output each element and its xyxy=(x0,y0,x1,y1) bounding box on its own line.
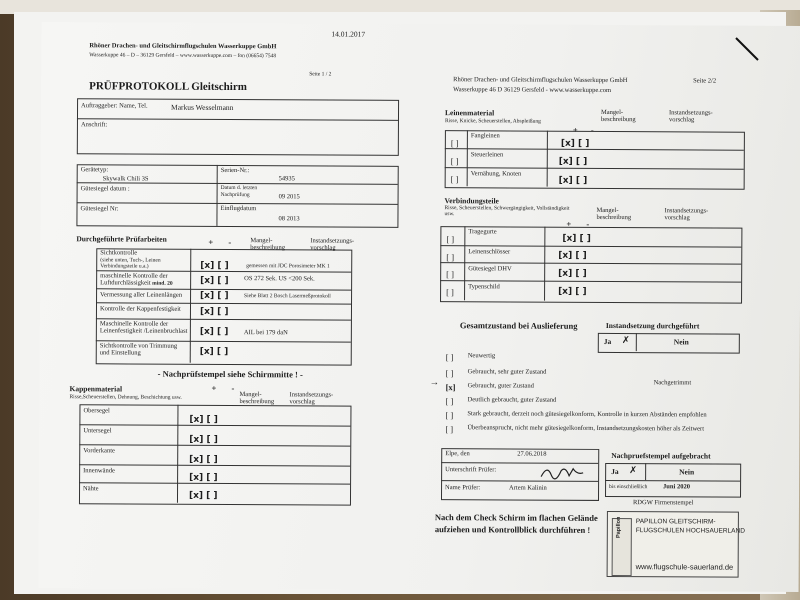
overall-box: [ ] xyxy=(445,368,454,379)
work-item-checkmarks: [x] [ ] xyxy=(200,275,229,286)
valid-until-label: bis einschließlich xyxy=(609,483,648,491)
line-material-title: Leinenmaterial xyxy=(444,108,495,118)
flight-school-stamp xyxy=(607,511,745,578)
client-value: Markus Wesselmann xyxy=(171,102,234,113)
connection-item-checkmarks: [x] [ ] xyxy=(558,250,587,261)
connection-parts-title: Verbindungsteile xyxy=(444,196,499,206)
repair-mark: ✗ xyxy=(621,336,630,347)
logo-url: www.flugschule-sauerland.de xyxy=(635,562,734,572)
stamp-notice: - Nachprüfstempel siehe Schirmmitte ! - xyxy=(157,368,303,380)
overall-option: Neuwertig xyxy=(467,352,496,360)
cap-item-label: Nähte xyxy=(83,485,99,493)
connection-item-label: Leinenschlösser xyxy=(468,248,511,256)
cap-item-label: Untersegel xyxy=(83,427,112,435)
cap-item-checkmarks: [x] [ ] xyxy=(189,434,218,445)
plus-header: + xyxy=(208,236,214,247)
document-date: 14.01.2017 xyxy=(331,29,366,39)
address-label: Anschrift: xyxy=(80,121,108,129)
minus-header: - xyxy=(586,218,590,229)
overall-box: [ ] xyxy=(445,410,454,421)
minus-header: - xyxy=(231,383,235,394)
overall-box: [ ] xyxy=(445,424,454,435)
repair-column-header: Instandsetzungs-vorschlag xyxy=(668,109,713,124)
work-item-checkmarks: [x] [ ] xyxy=(200,260,229,271)
defect-column-header: Mangel-beschreibung xyxy=(600,108,636,124)
cap-material-sub: Risse,Scheuerstellen, Dehnung, Beschichtung usw. xyxy=(69,394,182,401)
fly-date-value: 08 2013 xyxy=(278,215,300,223)
school-address-right: Wasserkuppe 46 D 36129 Gersfeld - www.wasserkuppe.com xyxy=(453,86,612,94)
pen-mark xyxy=(732,34,762,64)
type-value: Skywalk Chili 3S xyxy=(102,175,149,183)
work-item-checkmarks: [x] [ ] xyxy=(199,346,229,357)
work-item-checkmarks: [x] [ ] xyxy=(200,290,229,301)
cap-item-checkmarks: [x] [ ] xyxy=(188,490,218,501)
row-box: [ ] xyxy=(446,287,454,298)
page-number-right: Seite 2/2 xyxy=(693,77,717,85)
inspector-label: Name Prüfer: xyxy=(445,484,481,492)
connection-item-label: Typenschild xyxy=(468,283,500,291)
type-label: Gerätetyp: xyxy=(80,166,109,174)
serial-value: 54935 xyxy=(278,175,295,183)
connection-item-label: Gütesiegel DHV xyxy=(468,265,512,273)
seal-date-label: Gütesiegel datum : xyxy=(80,185,130,193)
plus-header: + xyxy=(566,218,572,229)
overall-box-checked: [x] xyxy=(445,382,456,393)
work-item-label: Maschinelle Kontrolle der Leinenfestigkeit /Leinenbruchlast xyxy=(99,320,188,335)
work-item-checkmarks: [x] [ ] xyxy=(199,306,229,317)
seal-number-label: Gütesiegel Nr: xyxy=(80,205,119,213)
connection-item-label: Tragegurte xyxy=(468,228,497,236)
work-item-label: Vermessung aller Leinenlängen xyxy=(100,291,183,299)
cap-item-checkmarks: [x] [ ] xyxy=(189,414,218,425)
logo-line-1: PAPILLON GLEITSCHIRM- xyxy=(635,518,716,526)
line-material-sub: Risse, Knicke, Scheuerstellen, Abspleißung xyxy=(444,118,541,125)
stamp-mark: ✗ xyxy=(629,466,638,477)
cap-item-label: Vorderkante xyxy=(83,447,115,455)
fly-date-label: Einflugdatum xyxy=(220,204,257,213)
row-box: [ ] xyxy=(450,156,459,167)
connection-item-checkmarks: [x] [ ] xyxy=(558,268,587,279)
line-item-checkmarks: [x] [ ] xyxy=(558,175,588,186)
plus-header: + xyxy=(211,382,217,393)
signature-label: Unterschrift Prüfer: xyxy=(445,466,497,474)
serial-label: Serien-Nr.: xyxy=(220,166,250,175)
logo-line-2: FLUGSCHULEN HOCHSAUERLAND xyxy=(635,527,745,535)
row-box: [ ] xyxy=(450,138,459,149)
place-label: Elpe, den xyxy=(445,450,470,458)
repair-yes-label: Ja xyxy=(603,336,612,347)
cap-item-label: Obersegel xyxy=(83,407,110,415)
row-box: [ ] xyxy=(446,234,455,245)
repair-done-box xyxy=(598,333,740,354)
work-item-label: Kontrolle der Kappenfestigkeit xyxy=(99,305,181,313)
client-label: Auftraggeber: Name, Tel. xyxy=(81,102,148,110)
inspector-value: Artem Kalinin xyxy=(509,484,547,492)
row-box: [ ] xyxy=(446,252,455,263)
rdgw-company-stamp-label: RDGW Firmenstempel xyxy=(632,499,694,507)
overall-option: Deutlich gebraucht, guter Zustand xyxy=(467,396,557,404)
school-name-left: Rhöner Drachen- und Gleitschirmflugschulen Wasserkuppe GmbH xyxy=(89,42,277,51)
cap-item-label: Innenwände xyxy=(83,467,115,475)
stamp-no-label: Nein xyxy=(679,467,695,477)
valid-until-value: Juni 2020 xyxy=(663,483,691,491)
work-item-label: Sichtkontrolle xyxy=(100,249,138,257)
overall-option: Gebraucht, sehr guter Zustand xyxy=(467,368,547,376)
work-item-note: OS 272 Sek. US <200 Sek. xyxy=(244,275,315,283)
repair-done-title: Instandsetzung durchgeführt xyxy=(605,320,700,331)
cap-material-title: Kappenmaterial xyxy=(69,384,123,394)
protocol-title: PRÜFPROTOKOLL Gleitschirm xyxy=(89,80,247,94)
stamp-title: Nachpruefstempel aufgebracht xyxy=(611,451,711,461)
overall-option: Überbeansprucht, nicht mehr gütesiegelkonform, Instandsetzungskosten höher als Zeitwert xyxy=(467,424,705,433)
trimmed-note: Nachgetrimmt xyxy=(653,379,692,387)
arrow-icon: → xyxy=(429,378,440,389)
work-section-title: Durchgeführte Prüfarbeiten xyxy=(76,234,167,244)
line-item-label: Steuerleinen xyxy=(470,151,504,159)
defect-column-header: Mangel-beschreibung xyxy=(239,391,275,406)
signature-scribble xyxy=(539,463,585,481)
instruction-line-2: aufziehen und Kontrollblick durchführen ! xyxy=(434,524,591,535)
logo-small-text: Papillon xyxy=(615,516,622,539)
overall-option: Gebraucht, guter Zustand xyxy=(467,382,534,390)
work-item-checkmarks: [x] [ ] xyxy=(199,326,229,337)
connection-item-checkmarks: [x] [ ] xyxy=(558,286,587,297)
repair-column-header: Instandsetzungs-vorschlag xyxy=(289,391,334,406)
line-item-label: Vernähung, Knoten xyxy=(470,170,522,178)
school-address-left: Wasserkuppe 46 – D – 36129 Gersfeld – www.wasserkuppe.com – fon (06654) 7548 xyxy=(89,52,277,60)
work-item-note: AIL bei 179 daN xyxy=(243,329,288,337)
work-item-label: maschinelle Kontrolle der Luftdurchlässigkeit xyxy=(100,272,168,287)
work-item-note: Siehe Blatt 2 Bosch Lasermeßprotokoll xyxy=(244,293,331,300)
work-item-sub: (siehe unten, Tuch-, Leinen Verbindungsteile u.a.) xyxy=(100,257,161,270)
row-box: [ ] xyxy=(450,174,459,185)
stamp-yes-label: Ja xyxy=(611,467,619,477)
work-item-note: gemessen mit JDC Porosimeter MK 1 xyxy=(246,263,330,270)
work-item-label: Sichtkontrolle von Trimmung und Einstellung xyxy=(99,342,178,357)
page-number-left: Seite 1 / 2 xyxy=(309,71,332,78)
connection-parts-sub: Risse, Scheuerstellen, Schwergängigkeit, Vollständigkeit usw. xyxy=(444,205,570,218)
overall-condition-title: Gesamtzustand bei Auslieferung xyxy=(459,320,578,331)
connection-item-checkmarks: [x] [ ] xyxy=(562,233,591,244)
row-box: [ ] xyxy=(446,269,454,280)
overall-option: Stark gebraucht, derzeit noch gütesiegelkonform, Kontrolle in kurzen Abständen empfohlen xyxy=(467,410,707,419)
defect-column-header: Mangel-beschreibung xyxy=(250,237,285,252)
line-item-label: Fangleinen xyxy=(470,132,500,140)
last-check-label: Datum d. letzten Nachprüfung xyxy=(220,184,258,199)
line-item-checkmarks: [x] [ ] xyxy=(560,138,590,149)
work-item-sub: mind. 20 xyxy=(152,280,173,287)
cap-item-checkmarks: [x] [ ] xyxy=(189,472,218,483)
line-item-checkmarks: [x] [ ] xyxy=(558,156,588,167)
instruction-line-1: Nach dem Check Schirm im flachen Gelände xyxy=(434,512,598,523)
minus-header: - xyxy=(590,124,594,135)
inspection-document xyxy=(39,22,800,592)
place-date: 27.06.2018 xyxy=(517,450,547,458)
defect-column-header: Mangel-beschreibung xyxy=(596,206,632,222)
repair-column-header: Instandsetzungs-vorschlag xyxy=(310,237,355,252)
school-name-right: Rhöner Drachen- und Gleitschirmflugschulen Wasserkuppe GmbH xyxy=(453,76,628,85)
repair-column-header: Instandsetzungs-vorschlag xyxy=(664,207,709,222)
plus-header: + xyxy=(572,124,578,135)
last-check-value: 09 2015 xyxy=(278,193,300,201)
overall-box: [ ] xyxy=(445,396,454,407)
minus-header: - xyxy=(228,236,232,248)
repair-no-label: Nein xyxy=(673,337,689,347)
overall-box: [ ] xyxy=(445,352,454,363)
cap-item-checkmarks: [x] [ ] xyxy=(189,454,218,465)
